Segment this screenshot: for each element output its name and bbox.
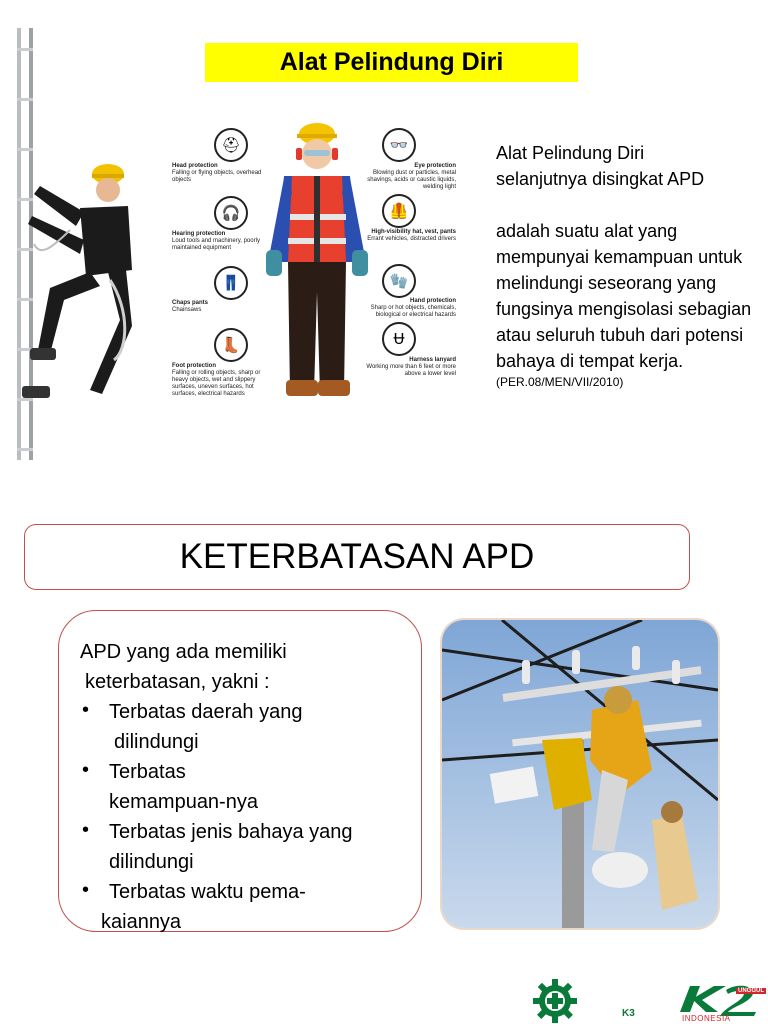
ppe-label-visibility: [356, 229, 456, 243]
ppe-label-title: Foot protection: [172, 363, 216, 369]
ppe-label-foot: [172, 363, 272, 398]
ppe-label-title: High-visibility hat, vest, pants: [371, 229, 456, 235]
brand-unggul-tag: UNGGUL: [738, 988, 764, 994]
k3-gear-logo: [530, 978, 580, 1024]
harness-icon: Ʉ: [382, 322, 416, 356]
ppe-label-text: Falling or rolling objects, sharp or heavy objects, wet and slippery surfaces, uneven surfaces, hot surfaces, electrical hazards: [172, 370, 261, 397]
list-item-line: dilindungi: [109, 851, 194, 873]
boot-icon: 👢: [214, 328, 248, 362]
list-item: [80, 817, 401, 877]
ppe-label-title: Chaps pants: [172, 300, 209, 306]
limitations-intro-line-2: keterbatasan, yakni :: [85, 671, 270, 693]
list-item: [80, 697, 401, 757]
ppe-label-head: [172, 163, 272, 184]
limitations-box: [58, 610, 422, 932]
brand-country: INDONESIA: [682, 1014, 731, 1023]
ppe-label-text: Falling or flying objects, overhead objects: [172, 170, 262, 183]
ppe-label-title: Hearing protection: [172, 231, 226, 237]
section-title-box: [24, 524, 690, 590]
ppe-label-text: Errant vehicles, distracted drivers: [367, 236, 456, 242]
lineman-photo: [442, 620, 718, 928]
climbing-worker-illustration: [10, 160, 140, 420]
ppe-label-text: Blowing dust or particles, metal shavings, acids or caustic liquids, welding light: [367, 170, 456, 190]
definition-line-1: Alat Pelindung Diri: [496, 143, 645, 163]
list-item-line: kaiannya: [101, 911, 182, 933]
ppe-label-text: Working more than 6 feet or more above a lower level: [366, 364, 456, 377]
ppe-label-title: Hand protection: [410, 298, 456, 304]
definition-line-2: selanjutnya disingkat APD: [496, 169, 705, 189]
ppe-label-text: Loud tools and machinery, poorly maintained equipment: [172, 238, 260, 251]
ppe-label-title: Harness lanyard: [409, 357, 456, 363]
ppe-label-chaps: [172, 300, 272, 314]
ppe-label-title: Eye protection: [414, 163, 456, 169]
title-banner: [205, 43, 578, 82]
list-item-line: kemampuan-nya: [109, 791, 258, 813]
list-item: [80, 877, 401, 937]
section-title: KETERBATASAN APD: [179, 537, 535, 576]
banner-title: Alat Pelindung Diri: [279, 48, 504, 76]
limitations-intro-line-1: APD yang ada memiliki: [80, 641, 287, 663]
list-item-line: • Terbatas jenis bahaya yang: [109, 821, 353, 843]
list-item-line: dilindungi: [114, 731, 199, 753]
ppe-label-hand: [356, 298, 456, 319]
k3-text-logo: K3: [622, 1008, 635, 1019]
list-item-line: • Terbatas: [109, 761, 186, 783]
ppe-label-text: Chainsaws: [172, 307, 202, 313]
apd-definition: [496, 140, 761, 390]
ppe-label-eye: [356, 163, 456, 191]
hard-hat-icon: ⛑: [214, 128, 248, 162]
list-item: [80, 757, 401, 817]
definition-body: adalah suatu alat yang mempunyai kemampuan untuk melindungi seseorang yang fungsinya mengisolasi sebagian atau seluruh tubuh dari potensi bahaya di tempat kerja.: [496, 221, 752, 371]
regulation-reference: (PER.08/MEN/VII/2010): [496, 375, 624, 389]
ppe-label-harness: [356, 357, 456, 378]
glove-icon: 🧤: [382, 264, 416, 298]
chaps-pants-icon: 👖: [214, 266, 248, 300]
goggles-icon: 👓: [382, 128, 416, 162]
list-item-line: • Terbatas daerah yang: [109, 701, 303, 723]
ppe-label-title: Head protection: [172, 163, 218, 169]
safety-vest-icon: 🦺: [382, 194, 416, 228]
limitations-list: [80, 697, 401, 937]
ear-muffs-icon: 🎧: [214, 196, 248, 230]
ppe-label-text: Sharp or hot objects, chemicals, biological or electrical hazards: [370, 305, 456, 318]
list-item-line: • Terbatas waktu pema-: [109, 881, 306, 903]
ppe-label-hearing: [172, 231, 272, 252]
